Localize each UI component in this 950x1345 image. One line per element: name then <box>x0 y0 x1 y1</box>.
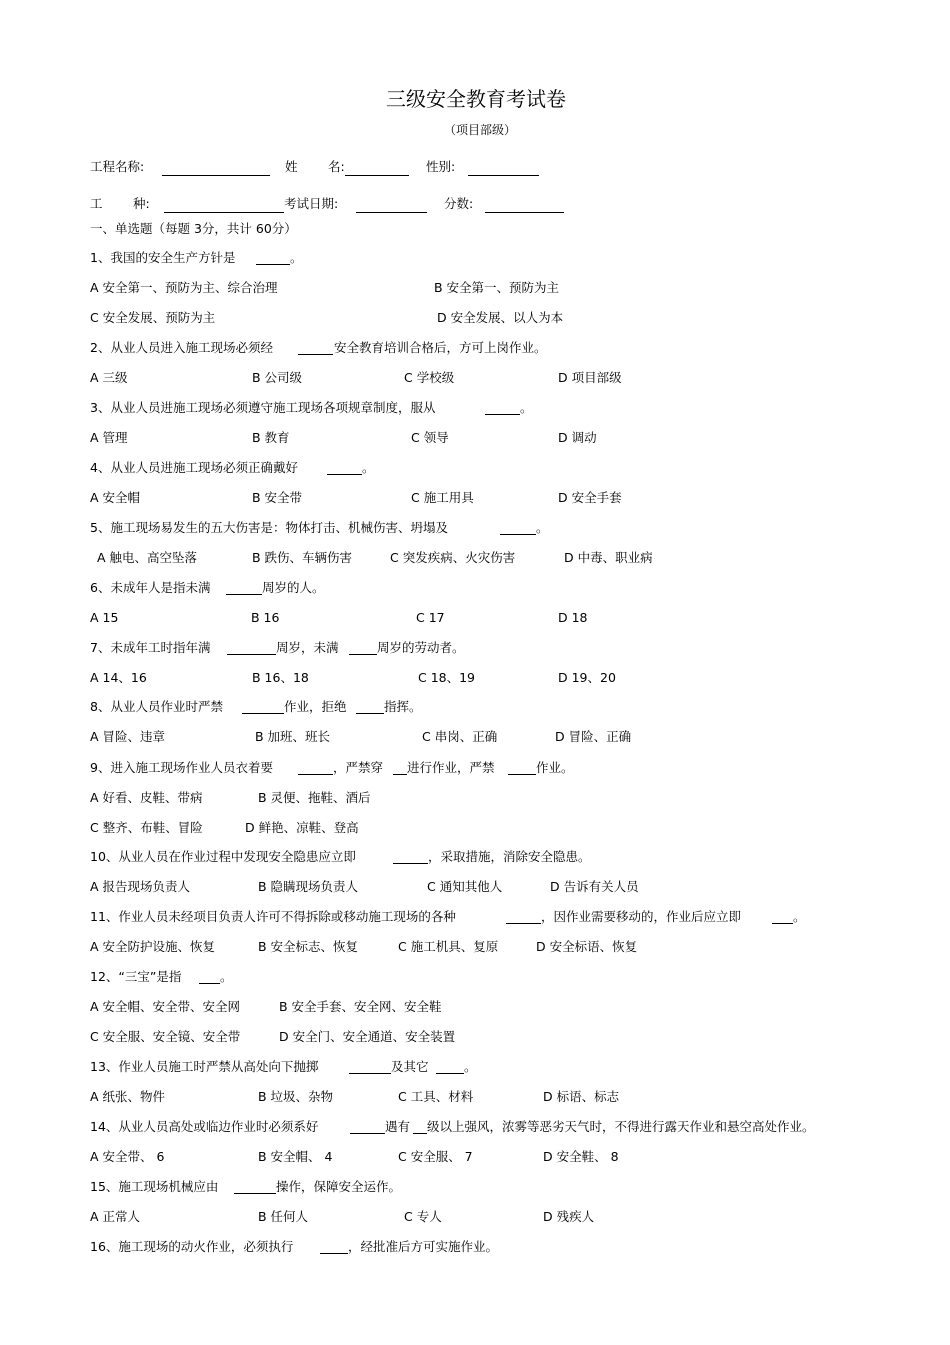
option-a[interactable]: A 报告现场负责人 <box>90 879 191 894</box>
answer-blank[interactable] <box>500 534 536 535</box>
answer-blank[interactable] <box>393 863 428 864</box>
answer-blank[interactable] <box>436 1073 464 1074</box>
option-a[interactable]: A 纸张、物件 <box>90 1089 166 1104</box>
question-5-text: 5、施工现场易发生的五大伤害是：物体打击、机械伤害、坍塌及 <box>90 520 448 535</box>
option-c[interactable]: C 通知其他人 <box>427 879 503 894</box>
option-c[interactable]: C 安全服、 7 <box>398 1149 473 1164</box>
question-8-text-mid: 作业，拒绝 <box>284 699 347 714</box>
option-a[interactable]: A 安全防护设施、恢复 <box>90 939 216 954</box>
gender-label: 性别: <box>426 159 456 174</box>
option-b[interactable]: B 安全手套、安全网、安全鞋 <box>279 999 442 1014</box>
question-11-text-end: 。 <box>793 909 806 924</box>
section-heading: 一、单选题（每题 3分，共计 60分） <box>90 221 297 236</box>
question-12-text-end: 。 <box>220 969 233 984</box>
option-c[interactable]: C 串岗、正确 <box>422 729 498 744</box>
score-field[interactable] <box>485 212 564 213</box>
question-6-text: 6、未成年人是指未满 <box>90 580 211 595</box>
option-b[interactable]: B 安全带 <box>252 490 303 505</box>
option-d[interactable]: D 残疾人 <box>543 1209 595 1224</box>
option-a[interactable]: A 管理 <box>90 430 128 445</box>
answer-blank[interactable] <box>508 774 536 775</box>
question-14-text-end: 级以上强风，浓雾等恶劣天气时，不得进行露天作业和悬空高处作业。 <box>427 1119 815 1134</box>
answer-blank[interactable] <box>226 594 262 595</box>
answer-blank[interactable] <box>234 1193 276 1194</box>
gender-field[interactable] <box>468 175 539 176</box>
option-d[interactable]: D 鲜艳、凉鞋、登高 <box>245 820 359 835</box>
option-b[interactable]: B 16 <box>251 610 280 625</box>
question-5-text-end: 。 <box>536 520 549 535</box>
option-a[interactable]: A 安全第一、预防为主、综合治理 <box>90 280 278 295</box>
question-7-text-mid: 周岁，未满 <box>276 640 339 655</box>
answer-blank[interactable] <box>298 774 333 775</box>
trade-label-part1: 工 <box>90 196 103 211</box>
answer-blank[interactable] <box>413 1133 427 1134</box>
question-13-text-mid: 及其它 <box>391 1059 429 1074</box>
name-label-part2: 名: <box>328 159 345 174</box>
option-d[interactable]: D 冒险、正确 <box>555 729 632 744</box>
option-b[interactable]: B 跌伤、车辆伤害 <box>252 550 353 565</box>
project-name-field[interactable] <box>162 175 270 176</box>
answer-blank[interactable] <box>393 774 407 775</box>
project-name-label: 工程名称: <box>90 159 145 174</box>
option-d[interactable]: D 安全标语、恢复 <box>536 939 638 954</box>
question-11-text: 11、作业人员未经项目负责人许可不得拆除或移动施工现场的各种 <box>90 909 456 924</box>
option-d[interactable]: D 安全鞋、 8 <box>543 1149 619 1164</box>
page-title: 三级安全教育考试卷 <box>386 87 566 111</box>
option-a[interactable]: A 三级 <box>90 370 128 385</box>
exam-date-label: 考试日期: <box>284 196 339 211</box>
score-label: 分数: <box>444 196 474 211</box>
option-b[interactable]: B 灵便、拖鞋、酒后 <box>258 790 371 805</box>
option-d[interactable]: D 告诉有关人员 <box>550 879 639 894</box>
option-b[interactable]: B 教育 <box>252 430 290 445</box>
option-a[interactable]: A 好看、皮鞋、带病 <box>90 790 203 805</box>
question-10-text: 10、从业人员在作业过程中发现安全隐患应立即 <box>90 849 356 864</box>
option-c[interactable]: C 突发疾病、火灾伤害 <box>390 550 516 565</box>
question-9-text-mid1: ，严禁穿 <box>333 760 384 775</box>
question-6-text-end: 周岁的人。 <box>262 580 325 595</box>
option-d[interactable]: D 19、20 <box>558 670 616 685</box>
option-b[interactable]: B 16、18 <box>252 670 309 685</box>
answer-blank[interactable] <box>242 713 284 714</box>
question-12-text: 12、“三宝”是指 <box>90 969 182 984</box>
answer-blank[interactable] <box>298 354 333 355</box>
answer-blank[interactable] <box>350 1133 385 1134</box>
question-16-text-end: ，经批准后方可实施作业。 <box>348 1239 499 1254</box>
question-14-text-mid: 遇有 <box>385 1119 411 1134</box>
option-a[interactable]: A 安全带、 6 <box>90 1149 165 1164</box>
page-subtitle: （项目部级） <box>444 123 517 137</box>
answer-blank[interactable] <box>320 1253 348 1254</box>
option-c[interactable]: C 学校级 <box>404 370 455 385</box>
question-3-text-end: 。 <box>520 400 533 415</box>
option-b[interactable]: B 垃圾、杂物 <box>258 1089 334 1104</box>
name-field[interactable] <box>345 175 409 176</box>
option-a[interactable]: A 15 <box>90 610 119 625</box>
option-b[interactable]: B 公司级 <box>252 370 303 385</box>
answer-blank[interactable] <box>227 654 276 655</box>
answer-blank[interactable] <box>327 474 362 475</box>
answer-blank[interactable] <box>256 264 290 265</box>
option-c[interactable]: C 施工机具、复原 <box>398 939 499 954</box>
option-b[interactable]: B 任何人 <box>258 1209 309 1224</box>
question-4-text-end: 。 <box>362 460 375 475</box>
option-c[interactable]: C 安全发展、预防为主 <box>90 310 216 325</box>
option-b[interactable]: B 安全标志、恢复 <box>258 939 359 954</box>
answer-blank[interactable] <box>349 1073 391 1074</box>
question-16-text: 16、施工现场的动火作业，必须执行 <box>90 1239 294 1254</box>
trade-field[interactable] <box>164 212 284 213</box>
question-15-text: 15、施工现场机械应由 <box>90 1179 219 1194</box>
question-4-text: 4、从业人员进施工现场必须正确戴好 <box>90 460 298 475</box>
option-d[interactable]: D 安全手套 <box>558 490 622 505</box>
question-10-text-end: ，采取措施，消除安全隐患。 <box>428 849 591 864</box>
question-8-text-end: 指挥。 <box>384 699 422 714</box>
answer-blank[interactable] <box>199 983 220 984</box>
question-1-text-end: 。 <box>290 250 303 265</box>
option-c[interactable]: C 领导 <box>411 430 449 445</box>
option-c[interactable]: C 安全服、安全镜、安全带 <box>90 1029 241 1044</box>
option-d[interactable]: D 项目部级 <box>558 370 622 385</box>
question-1-text: 1、我国的安全生产方针是 <box>90 250 236 265</box>
answer-blank[interactable] <box>485 414 520 415</box>
question-11-text-mid: ，因作业需要移动的，作业后应立即 <box>541 909 742 924</box>
option-b[interactable]: B 安全第一、预防为主 <box>434 280 560 295</box>
name-label-part1: 姓 <box>285 159 298 174</box>
option-d[interactable]: D 标语、标志 <box>543 1089 620 1104</box>
answer-blank[interactable] <box>772 923 793 924</box>
option-a[interactable]: A 安全帽、安全带、安全网 <box>90 999 241 1014</box>
question-2-text: 2、从业人员进入施工现场必须经 <box>90 340 273 355</box>
option-d[interactable]: D 安全发展、以人为本 <box>437 310 564 325</box>
question-13-text-end: 。 <box>464 1059 477 1074</box>
trade-label-part2: 种: <box>133 196 150 211</box>
question-7-text-end: 周岁的劳动者。 <box>377 640 465 655</box>
exam-date-field[interactable] <box>356 212 427 213</box>
question-7-text: 7、未成年工时指年满 <box>90 640 211 655</box>
option-c[interactable]: C 18、19 <box>418 670 476 685</box>
option-d[interactable]: D 18 <box>558 610 588 625</box>
question-9-text-end: 作业。 <box>536 760 574 775</box>
option-a[interactable]: A 触电、高空坠落 <box>97 550 198 565</box>
option-c[interactable]: C 工具、材料 <box>398 1089 474 1104</box>
question-8-text: 8、从业人员作业时严禁 <box>90 699 223 714</box>
question-14-text: 14、从业人员高处或临边作业时必须系好 <box>90 1119 319 1134</box>
answer-blank[interactable] <box>506 923 541 924</box>
option-a[interactable]: A 安全帽 <box>90 490 141 505</box>
option-c[interactable]: C 17 <box>416 610 445 625</box>
option-c[interactable]: C 施工用具 <box>411 490 474 505</box>
option-d[interactable]: D 安全门、安全通道、安全装置 <box>279 1029 456 1044</box>
question-9-text: 9、进入施工现场作业人员衣着要 <box>90 760 273 775</box>
option-c[interactable]: C 整齐、布鞋、冒险 <box>90 820 203 835</box>
answer-blank[interactable] <box>349 654 377 655</box>
question-3-text: 3、从业人员进施工现场必须遵守施工现场各项规章制度，服从 <box>90 400 436 415</box>
option-a[interactable]: A 正常人 <box>90 1209 141 1224</box>
option-b[interactable]: B 安全帽、 4 <box>258 1149 333 1164</box>
answer-blank[interactable] <box>356 713 384 714</box>
option-a[interactable]: A 冒险、违章 <box>90 729 166 744</box>
question-15-text-end: 操作，保障安全运作。 <box>276 1179 402 1194</box>
option-d[interactable]: D 调动 <box>558 430 597 445</box>
option-b[interactable]: B 加班、班长 <box>255 729 331 744</box>
option-d[interactable]: D 中毒、职业病 <box>564 550 653 565</box>
question-2-text-end: 安全教育培训合格后，方可上岗作业。 <box>334 340 547 355</box>
option-c[interactable]: C 专人 <box>404 1209 442 1224</box>
option-a[interactable]: A 14、16 <box>90 670 147 685</box>
question-9-text-mid2: 进行作业，严禁 <box>407 760 495 775</box>
option-b[interactable]: B 隐瞒现场负责人 <box>258 879 359 894</box>
question-13-text: 13、作业人员施工时严禁从高处向下抛掷 <box>90 1059 319 1074</box>
